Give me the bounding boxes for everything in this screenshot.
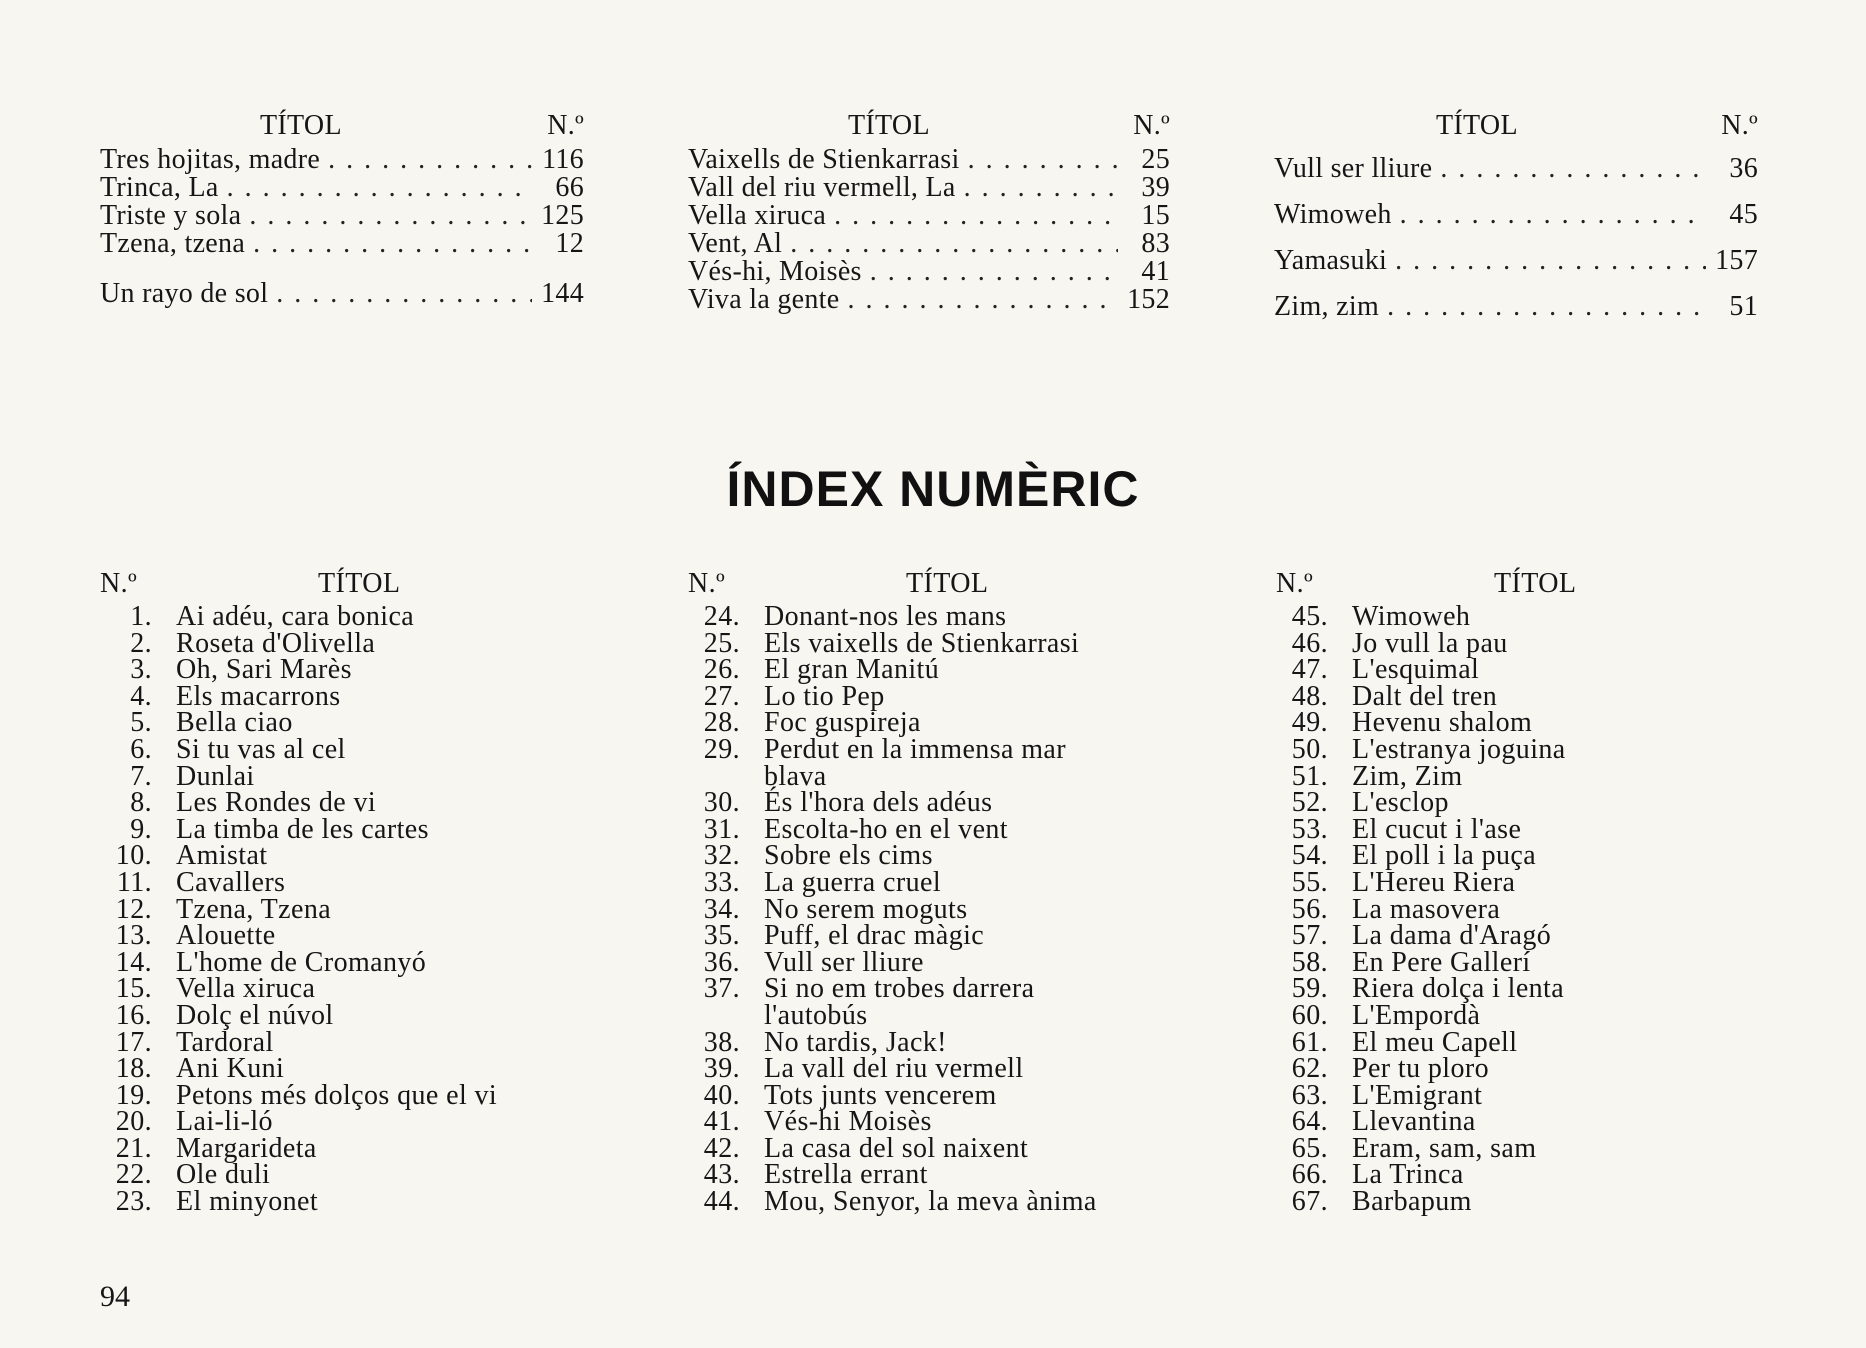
entry-title: Escolta-ho en el vent bbox=[764, 813, 1008, 845]
entry-title: El meu Capell bbox=[1352, 1026, 1518, 1058]
index-entry bbox=[100, 946, 600, 978]
index-entry bbox=[1276, 787, 1766, 819]
index-entry bbox=[100, 893, 600, 925]
entry-number: 59. bbox=[1291, 973, 1328, 1005]
entry-title: Els macarrons bbox=[176, 680, 341, 712]
entry-number: 29. bbox=[703, 733, 740, 765]
index-entry bbox=[100, 840, 600, 872]
entry-number: 14. bbox=[115, 946, 152, 978]
index-entry bbox=[100, 866, 600, 898]
entry-title: Triste y sola bbox=[100, 200, 242, 231]
index-entry bbox=[688, 760, 1178, 792]
entry-title: Jo vull la pau bbox=[1352, 627, 1508, 659]
index-entry bbox=[100, 733, 600, 765]
index-entry bbox=[1276, 601, 1766, 632]
entry-number: 15. bbox=[115, 973, 152, 1005]
index-entry bbox=[1276, 733, 1766, 765]
index-entry bbox=[1276, 1132, 1766, 1164]
index-entry bbox=[1274, 284, 1758, 330]
entry-title: Margarideta bbox=[176, 1132, 317, 1164]
index-entry bbox=[1276, 999, 1766, 1031]
entry-number: 66 bbox=[555, 172, 584, 203]
entry-title: Trinca, La bbox=[100, 172, 219, 203]
entry-number: 8. bbox=[130, 787, 152, 819]
index-entry bbox=[1276, 1026, 1766, 1058]
dot-leader bbox=[253, 230, 532, 258]
entry-title: Tots junts vencerem bbox=[764, 1079, 997, 1111]
entry-number: 62. bbox=[1291, 1053, 1328, 1085]
index-entry bbox=[100, 202, 584, 230]
entry-number: 52. bbox=[1291, 787, 1328, 819]
entry-title: Lo tio Pep bbox=[764, 680, 885, 712]
index-entry bbox=[688, 946, 1178, 978]
index-entry bbox=[688, 258, 1170, 286]
index-entry bbox=[1276, 920, 1766, 952]
index-entry bbox=[100, 601, 600, 632]
index-entry bbox=[100, 1132, 600, 1164]
entry-title: Dolç el núvol bbox=[176, 999, 334, 1031]
entry-number: 27. bbox=[703, 680, 740, 712]
entry-title: L'Empordà bbox=[1352, 999, 1481, 1031]
entry-title: Wimoweh bbox=[1352, 601, 1471, 632]
dot-leader bbox=[964, 174, 1118, 202]
entry-number: 19. bbox=[115, 1079, 152, 1111]
index-entry bbox=[688, 840, 1178, 872]
entry-title: Vall del riu vermell, La bbox=[688, 172, 956, 203]
entry-number: 24. bbox=[703, 601, 740, 632]
entry-number: 51. bbox=[1291, 760, 1328, 792]
dot-leader bbox=[1387, 284, 1706, 330]
entry-title: Petons més dolços que el vi bbox=[176, 1079, 498, 1111]
entry-number: 65. bbox=[1291, 1132, 1328, 1164]
index-entry bbox=[688, 920, 1178, 952]
index-entry bbox=[100, 973, 600, 1005]
entry-number: 67. bbox=[1291, 1186, 1328, 1218]
dot-leader bbox=[870, 258, 1118, 286]
entry-number: 1. bbox=[130, 601, 152, 632]
entry-title: Ani Kuni bbox=[176, 1053, 285, 1085]
entry-number: 31. bbox=[703, 813, 740, 845]
entry-title: Les Rondes de vi bbox=[176, 787, 377, 819]
entry-title: Vull ser lliure bbox=[1274, 153, 1433, 184]
entry-title: Els vaixells de Stienkarrasi bbox=[764, 627, 1080, 659]
entry-title: Si no em trobes darrera bbox=[764, 973, 1035, 1005]
entry-number: 58. bbox=[1291, 946, 1328, 978]
index-entry bbox=[1276, 627, 1766, 659]
entry-number: 144 bbox=[541, 278, 584, 309]
entry-number: 116 bbox=[542, 144, 584, 175]
numeric-index-column-2 bbox=[688, 568, 1178, 1216]
entry-title: Yamasuki bbox=[1274, 245, 1388, 276]
entry-title: Si tu vas al cel bbox=[176, 733, 346, 765]
index-entry bbox=[688, 1159, 1178, 1191]
dot-leader bbox=[790, 230, 1118, 258]
column-header bbox=[1274, 110, 1758, 146]
index-entry bbox=[100, 707, 600, 739]
entry-title: Per tu ploro bbox=[1352, 1053, 1490, 1085]
entry-number: 10. bbox=[115, 840, 152, 872]
index-entry bbox=[688, 1132, 1178, 1164]
entry-title: blava bbox=[764, 760, 827, 792]
header-title: TÍTOL bbox=[1436, 110, 1518, 141]
entry-title: No tardis, Jack! bbox=[764, 1026, 947, 1058]
entry-number: 61. bbox=[1291, 1026, 1328, 1058]
index-entry bbox=[688, 601, 1178, 632]
entry-title: Perdut en la immensa mar bbox=[764, 733, 1066, 765]
dot-leader bbox=[276, 280, 532, 308]
entry-number: 57. bbox=[1291, 920, 1328, 952]
entry-title: l'autobús bbox=[764, 999, 868, 1031]
index-entry bbox=[100, 1186, 600, 1218]
entry-title: El minyonet bbox=[176, 1186, 319, 1218]
entry-title: Vull ser lliure bbox=[764, 946, 924, 978]
entry-number: 60. bbox=[1291, 999, 1328, 1031]
entry-number: 38. bbox=[703, 1026, 740, 1058]
entry-number: 7. bbox=[130, 760, 152, 792]
entry-title: La timba de les cartes bbox=[176, 813, 429, 845]
entry-number: 30. bbox=[703, 787, 740, 819]
entry-title: Estrella errant bbox=[764, 1159, 928, 1191]
entry-number: 50. bbox=[1291, 733, 1328, 765]
entry-title: Amistat bbox=[176, 840, 268, 872]
index-entry bbox=[100, 146, 584, 174]
index-entry bbox=[688, 627, 1178, 659]
entry-title: La casa del sol naixent bbox=[764, 1132, 1029, 1164]
index-entry bbox=[688, 680, 1178, 712]
entry-number: 45 bbox=[1729, 199, 1758, 230]
index-entry bbox=[100, 680, 600, 712]
index-entry bbox=[1276, 946, 1766, 978]
entry-title: Tzena, tzena bbox=[100, 228, 246, 259]
entry-title: Riera dolça i lenta bbox=[1352, 973, 1565, 1005]
entry-number: 83 bbox=[1141, 228, 1170, 259]
entry-number: 43. bbox=[703, 1159, 740, 1191]
index-entry bbox=[688, 813, 1178, 845]
index-entry bbox=[100, 1079, 600, 1111]
index-entry bbox=[688, 1079, 1178, 1111]
entry-title: Donant-nos les mans bbox=[764, 601, 1007, 632]
index-entry bbox=[1276, 1106, 1766, 1138]
entry-number: 33. bbox=[703, 866, 740, 898]
index-entry bbox=[688, 893, 1178, 925]
index-entry bbox=[688, 230, 1170, 258]
entry-title: L'estranya joguina bbox=[1352, 733, 1566, 765]
dot-leader bbox=[1400, 192, 1706, 238]
column-header bbox=[100, 568, 600, 604]
entry-number: 55. bbox=[1291, 866, 1328, 898]
alphabetical-index-column-2 bbox=[688, 110, 1170, 314]
index-entry bbox=[100, 760, 600, 792]
index-entry bbox=[1276, 707, 1766, 739]
entry-title: Zim, Zim bbox=[1352, 760, 1463, 792]
index-entry bbox=[1274, 192, 1758, 238]
entry-number: 6. bbox=[130, 733, 152, 765]
index-entry bbox=[100, 1106, 600, 1138]
entry-title: És l'hora dels adéus bbox=[764, 787, 993, 819]
entry-title: La guerra cruel bbox=[764, 866, 941, 898]
index-entry bbox=[688, 973, 1178, 1005]
entry-number: 15 bbox=[1141, 200, 1170, 231]
entry-number: 152 bbox=[1127, 284, 1170, 315]
entry-number: 42. bbox=[703, 1132, 740, 1164]
entry-title: Tardoral bbox=[176, 1026, 274, 1058]
index-entry bbox=[1276, 973, 1766, 1005]
index-entry bbox=[688, 787, 1178, 819]
entry-number: 53. bbox=[1291, 813, 1328, 845]
entry-number: 23. bbox=[115, 1186, 152, 1218]
entry-number: 21. bbox=[115, 1132, 152, 1164]
index-entry bbox=[100, 1159, 600, 1191]
entry-number: 45. bbox=[1291, 601, 1328, 632]
entry-title: Wimoweh bbox=[1274, 199, 1392, 230]
entry-title: Vella xiruca bbox=[688, 200, 827, 231]
entry-number: 39. bbox=[703, 1053, 740, 1085]
header-number: N.º bbox=[688, 568, 726, 599]
entry-number: 56. bbox=[1291, 893, 1328, 925]
index-entry bbox=[1274, 146, 1758, 192]
index-entry bbox=[1276, 840, 1766, 872]
entry-number: 39 bbox=[1141, 172, 1170, 203]
entry-title: L'Hereu Riera bbox=[1352, 866, 1516, 898]
entry-number: 36 bbox=[1729, 153, 1758, 184]
page-number: 94 bbox=[100, 1280, 130, 1313]
entry-number: 32. bbox=[703, 840, 740, 872]
entry-title: Un rayo de sol bbox=[100, 278, 269, 309]
index-entry bbox=[100, 627, 600, 659]
index-entry bbox=[100, 280, 584, 308]
entry-number: 17. bbox=[115, 1026, 152, 1058]
index-entry bbox=[1274, 238, 1758, 284]
entry-title: Vella xiruca bbox=[176, 973, 316, 1005]
entry-list bbox=[100, 601, 600, 1218]
entry-title: L'Emigrant bbox=[1352, 1079, 1483, 1111]
entry-title: Alouette bbox=[176, 920, 276, 952]
index-entry bbox=[100, 174, 584, 202]
index-entry bbox=[100, 1053, 600, 1085]
entry-title: El poll i la puça bbox=[1352, 840, 1537, 872]
entry-title: Sobre els cims bbox=[764, 840, 933, 872]
entry-title: La vall del riu vermell bbox=[764, 1053, 1024, 1085]
index-entry bbox=[100, 654, 600, 686]
index-entry bbox=[688, 1106, 1178, 1138]
entry-number: 12. bbox=[115, 893, 152, 925]
header-title: TÍTOL bbox=[848, 110, 930, 141]
dot-leader bbox=[227, 174, 532, 202]
index-entry bbox=[100, 920, 600, 952]
entry-title: Cavallers bbox=[176, 866, 286, 898]
index-entry bbox=[688, 654, 1178, 686]
numeric-index-column-1 bbox=[100, 568, 600, 1216]
entry-number: 12 bbox=[555, 228, 584, 259]
entry-number: 51 bbox=[1729, 291, 1758, 322]
entry-number: 13. bbox=[115, 920, 152, 952]
column-header bbox=[100, 110, 584, 146]
index-entry bbox=[1276, 760, 1766, 792]
letter-group-gap bbox=[100, 258, 584, 280]
entry-number: 20. bbox=[115, 1106, 152, 1138]
index-entry bbox=[688, 1186, 1178, 1218]
entry-number: 41. bbox=[703, 1106, 740, 1138]
index-entry bbox=[688, 733, 1178, 765]
index-entry bbox=[688, 707, 1178, 739]
entry-title: Vent, Al bbox=[688, 228, 783, 259]
entry-number: 34. bbox=[703, 893, 740, 925]
header-title: TÍTOL bbox=[260, 110, 342, 141]
entry-number: 64. bbox=[1291, 1106, 1328, 1138]
column-header bbox=[688, 110, 1170, 146]
numeric-index-column-3 bbox=[1276, 568, 1766, 1216]
column-header bbox=[1276, 568, 1766, 604]
entry-number: 48. bbox=[1291, 680, 1328, 712]
entry-title: Llevantina bbox=[1352, 1106, 1476, 1138]
entry-title: La masovera bbox=[1352, 893, 1501, 925]
entry-title: Zim, zim bbox=[1274, 291, 1380, 322]
entry-title: Lai-li-ló bbox=[176, 1106, 273, 1138]
index-entry bbox=[100, 230, 584, 258]
entry-number: 47. bbox=[1291, 654, 1328, 686]
header-number: N.º bbox=[100, 568, 138, 599]
index-entry bbox=[1276, 654, 1766, 686]
entry-title: Bella ciao bbox=[176, 707, 293, 739]
dot-leader bbox=[249, 202, 532, 230]
entry-number: 25. bbox=[703, 627, 740, 659]
index-entry bbox=[1276, 1053, 1766, 1085]
header-title: TÍTOL bbox=[318, 568, 401, 599]
header-number: N.º bbox=[1133, 110, 1170, 141]
entry-number: 36. bbox=[703, 946, 740, 978]
index-entry bbox=[1276, 813, 1766, 845]
entry-number: 22. bbox=[115, 1159, 152, 1191]
index-entry bbox=[1276, 680, 1766, 712]
entry-number: 11. bbox=[116, 866, 152, 898]
header-title: TÍTOL bbox=[1494, 568, 1577, 599]
entry-number: 3. bbox=[130, 654, 152, 686]
dot-leader bbox=[968, 146, 1118, 174]
entry-number: 28. bbox=[703, 707, 740, 739]
entry-number: 26. bbox=[703, 654, 740, 686]
entry-number: 40. bbox=[703, 1079, 740, 1111]
entry-title: La Trinca bbox=[1352, 1159, 1464, 1191]
entry-title: Vés-hi, Moisès bbox=[688, 256, 862, 287]
column-header bbox=[688, 568, 1178, 604]
entry-list bbox=[688, 601, 1178, 1218]
entry-list bbox=[1276, 601, 1766, 1218]
entry-number: 2. bbox=[130, 627, 152, 659]
index-entry bbox=[100, 1026, 600, 1058]
entry-title: Foc guspireja bbox=[764, 707, 921, 739]
entry-number: 4. bbox=[130, 680, 152, 712]
entry-number: 125 bbox=[541, 200, 584, 231]
index-entry bbox=[1276, 1079, 1766, 1111]
entry-number: 35. bbox=[703, 920, 740, 952]
dot-leader bbox=[328, 146, 532, 174]
entry-title: Puff, el drac màgic bbox=[764, 920, 985, 952]
header-number: N.º bbox=[547, 110, 584, 141]
index-entry bbox=[688, 1026, 1178, 1058]
entry-title: L'esquimal bbox=[1352, 654, 1480, 686]
entry-title: L'home de Cromanyó bbox=[176, 946, 427, 978]
entry-number: 16. bbox=[115, 999, 152, 1031]
entry-title: Viva la gente bbox=[688, 284, 840, 315]
entry-title: Vaixells de Stienkarrasi bbox=[688, 144, 960, 175]
index-entry bbox=[688, 202, 1170, 230]
entry-number: 44. bbox=[703, 1186, 740, 1218]
entry-title: Tres hojitas, madre bbox=[100, 144, 321, 175]
entry-number: 18. bbox=[115, 1053, 152, 1085]
index-entry bbox=[688, 866, 1178, 898]
dot-leader bbox=[834, 202, 1118, 230]
entry-number: 37. bbox=[703, 973, 740, 1005]
entry-title: Dunlai bbox=[176, 760, 255, 792]
entry-title: Roseta d'Olivella bbox=[176, 627, 376, 659]
entry-title: Ai adéu, cara bonica bbox=[176, 601, 415, 632]
numeric-index-heading: ÍNDEX NUMÈRIC bbox=[726, 461, 1140, 517]
alphabetical-index-column-1 bbox=[100, 110, 584, 308]
entry-number: 66. bbox=[1291, 1159, 1328, 1191]
index-entry bbox=[1276, 1159, 1766, 1191]
entry-title: Dalt del tren bbox=[1352, 680, 1498, 712]
entry-number: 63. bbox=[1291, 1079, 1328, 1111]
entry-number: 25 bbox=[1141, 144, 1170, 175]
index-entry bbox=[1276, 866, 1766, 898]
entry-title: El gran Manitú bbox=[764, 654, 940, 686]
entry-title: L'esclop bbox=[1352, 787, 1449, 819]
entry-number: 9. bbox=[130, 813, 152, 845]
entry-title: En Pere Gallerí bbox=[1352, 946, 1531, 978]
index-entry bbox=[100, 813, 600, 845]
dot-leader bbox=[1395, 238, 1706, 284]
entry-title: La dama d'Aragó bbox=[1352, 920, 1552, 952]
header-number: N.º bbox=[1276, 568, 1314, 599]
entry-title: Barbapum bbox=[1352, 1186, 1472, 1218]
index-entry bbox=[688, 286, 1170, 314]
index-entry bbox=[688, 1053, 1178, 1085]
entry-number: 46. bbox=[1291, 627, 1328, 659]
index-entry bbox=[100, 999, 600, 1031]
entry-title: Mou, Senyor, la meva ànima bbox=[764, 1186, 1097, 1218]
entry-title: El cucut i l'ase bbox=[1352, 813, 1522, 845]
index-entry bbox=[100, 787, 600, 819]
dot-leader bbox=[1440, 146, 1706, 192]
index-entry bbox=[688, 174, 1170, 202]
entry-title: Vés-hi Moisès bbox=[764, 1106, 932, 1138]
entry-title: Hevenu shalom bbox=[1352, 707, 1533, 739]
entry-number: 54. bbox=[1291, 840, 1328, 872]
entry-title: Oh, Sari Marès bbox=[176, 654, 352, 686]
index-entry bbox=[1276, 1186, 1766, 1218]
header-number: N.º bbox=[1721, 110, 1758, 141]
entry-number: 5. bbox=[130, 707, 152, 739]
alphabetical-index-column-3 bbox=[1274, 110, 1758, 330]
entry-title: Tzena, Tzena bbox=[176, 893, 332, 925]
index-entry bbox=[1276, 893, 1766, 925]
entry-number: 49. bbox=[1291, 707, 1328, 739]
header-title: TÍTOL bbox=[906, 568, 989, 599]
entry-number: 157 bbox=[1715, 245, 1758, 276]
entry-number: 41 bbox=[1141, 256, 1170, 287]
entry-title: Ole duli bbox=[176, 1159, 271, 1191]
entry-title: No serem moguts bbox=[764, 893, 968, 925]
entry-title: Eram, sam, sam bbox=[1352, 1132, 1537, 1164]
index-entry bbox=[688, 999, 1178, 1031]
dot-leader bbox=[848, 286, 1119, 314]
index-entry bbox=[688, 146, 1170, 174]
